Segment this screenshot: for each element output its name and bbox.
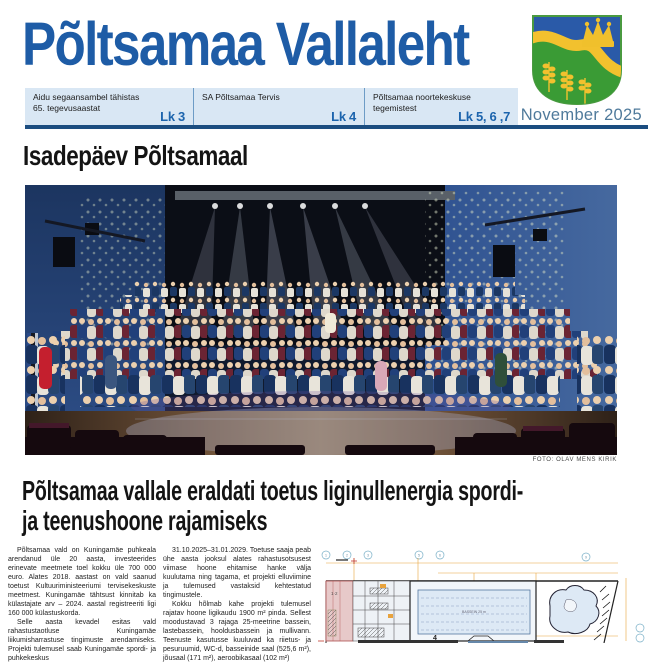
existing-building-block [326,581,353,641]
floor-plan-drawing [318,548,650,643]
headline-second [22,476,523,535]
svg-text:1: 1 [324,552,328,558]
body-paragraph: Põltsamaa vald on Kuningamäe puhkeala arendanud üle 20 aasta, investeerides erinevate meetmete toel kokku üle 700 000 euro. Alates 2018. aastast on vald saanud toetust Kultuuriministeeriumi tervisekeskuste meetmest. Kuningamäe tähtsust kinnitab ka külastajate arv – 2024. aastal registreeriti ligi 160 000 külastuskorda. [8,547,156,617]
leisure-pool [550,586,610,641]
swimming-pool [410,581,536,641]
photo-credit: FOTO: OLAV MENS KIRIK [532,457,617,463]
teaser-strip [25,88,518,125]
plan-marker: 4 [433,635,437,642]
teaser-1-page-ref: Lk 3 [160,109,185,124]
masthead-rule [25,125,648,129]
headline-second-line1: Põltsamaa vallale eraldati toetus liginullenergia spordi- [22,475,524,506]
body-paragraph: 31.10.2025–31.01.2029. Toetuse saaja peab ühe aasta jooksul alates rahastusotsusest viimase hoone ehitamise hanke välja kuulutama ning tagama, et projekti elluviimine ja tulemused vastaksid kehtestatud tingimustele. [163,547,311,599]
body-column-2 [163,546,311,663]
pool-label: BASSEIN 25 m [462,610,486,614]
teaser-3-page-ref: Lk 5, 6 ,7 [458,109,510,124]
svg-text:9: 9 [584,554,588,560]
stage-ceiling-beam [175,191,455,200]
teaser-1-text: Aidu segaansambel tähistas 65. tegevusaastat [33,92,140,114]
body-paragraph: Kokku hõlmab kahe projekti tulemusel rajatav hoone ligikaudu 1900 m² pinda. Sellest moodustavad 3 rajaga 25-meetrine bassein, lastebassein, hooldusbassein ja mullivann. Teenuste kasutusse kuuluvad ka riietus- ja pesuruumid, WC-d, basseinide saal (525,6 m²), jõusaal (171 m²), aeroobikasaal (102 m²) [163,601,311,662]
service-rooms [353,581,410,641]
teaser-3-text: Põltsamaa noortekeskuse tegemistest [373,92,471,114]
issue-date: November 2025 [520,106,642,124]
teaser-1 [25,88,193,125]
teaser-2-page-ref: Lk 4 [331,109,356,124]
crown-icon [582,18,614,47]
teaser-2 [193,88,364,125]
stage-group-photo [25,185,617,455]
newspaper-title: Põltsamaa Vallaleht [22,10,469,78]
body-column-1 [8,546,156,663]
body-paragraph: Selle aasta kevadel esitas vald rahastustaotluse Kuningamäe liikumisharrastuse tingimuste arendamiseks. Projekti tulemusel saab Kuningamäe spordi- ja puhkekeskus [8,619,156,662]
coat-of-arms [527,12,627,108]
teaser-2-text: SA Põltsamaa Tervis [202,92,280,102]
headline-second-line2: ja teenushoone rajamiseks [22,504,268,536]
teaser-3 [364,88,518,125]
svg-text:2: 2 [345,552,349,558]
svg-text:6: 6 [438,552,442,558]
headline-main: Isadepäev Põltsamaal [23,140,248,171]
svg-text:3: 3 [366,552,370,558]
svg-text:5: 5 [417,552,421,558]
svg-text:1·2: 1·2 [331,591,338,596]
